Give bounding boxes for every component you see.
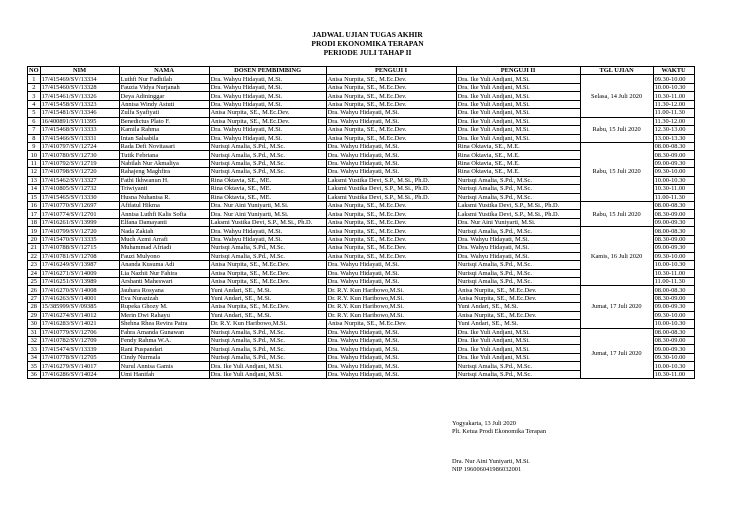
row-nim: 17/410780/SV/12730	[40, 151, 119, 159]
signature-place-date: Yogyakarta, 13 Juli 2020	[452, 420, 516, 427]
row-penguji-1: Laksmi Yustika Devi, S.P., M.Si., Ph.D.	[326, 193, 456, 201]
row-waktu: 08.30-09.00	[653, 210, 694, 218]
signature-name: Dra. Nur Aini Yuniyarti, M.Si.	[452, 458, 530, 465]
signature-block	[452, 420, 546, 474]
row-waktu: 11.30-12.00	[653, 100, 694, 108]
row-penguji-2: Dra. Wahyu Hidayati, M.Si.	[456, 235, 580, 243]
row-nim: 17/416270/SV/14008	[40, 286, 119, 294]
row-waktu: 09.00-09.30	[653, 303, 694, 311]
row-nim: 17/410797/SV/12724	[40, 142, 119, 150]
exam-date-cell: Kamis, 16 Juli 2020	[580, 227, 653, 286]
row-dosen-pembimbing: Yuni Andari, SE., M.Si.	[209, 294, 326, 302]
row-dosen-pembimbing: Nurisqi Amalia, S.Pd., M.Sc.	[209, 159, 326, 167]
row-no: 30	[28, 320, 41, 328]
row-penguji-1: Dr. R.Y. Kun Haribowo,M.Si.	[326, 311, 456, 319]
row-waktu: 11.00-11.30	[653, 109, 694, 117]
exam-date-cell: Rabu, 15 Juli 2020	[580, 117, 653, 142]
row-penguji-1: Anisa Nurpita, SE., M.Ec.Dev.	[326, 202, 456, 210]
row-waktu: 10.30-11.00	[653, 92, 694, 100]
row-no: 36	[28, 370, 41, 378]
row-penguji-1: Dra. Wahyu Hidayati, M.Si.	[326, 269, 456, 277]
row-penguji-1: Dra. Wahyu Hidayati, M.Si.	[326, 328, 456, 336]
row-no: 25	[28, 277, 41, 285]
row-nama: Fathi Ikhwanun H.	[119, 176, 209, 184]
row-penguji-1: Anisa Nurpita, SE., M.Ec.Dev.	[326, 100, 456, 108]
table-row	[28, 227, 695, 235]
row-no: 20	[28, 235, 41, 243]
row-penguji-2: Dra. Ike Yuli Andjani, M.Si.	[456, 100, 580, 108]
row-dosen-pembimbing: Dra. Ike Yuli Andjani, M.Si.	[209, 370, 326, 378]
row-waktu: 08.00-08.30	[653, 227, 694, 235]
row-no: 14	[28, 185, 41, 193]
row-nim: 17/410781/SV/12708	[40, 252, 119, 260]
exam-date-cell: Rabu, 15 Juli 2020	[580, 142, 653, 201]
table-row	[28, 117, 695, 125]
row-no: 24	[28, 269, 41, 277]
row-waktu: 10.30-11.00	[653, 370, 694, 378]
row-nim: 17/416251/SV/13989	[40, 277, 119, 285]
row-no: 2	[28, 83, 41, 91]
exam-schedule-table	[27, 66, 695, 379]
row-dosen-pembimbing: Dra. Ike Yuli Andjani, M.Si.	[209, 362, 326, 370]
header-nama: NAMA	[119, 67, 209, 75]
row-dosen-pembimbing: Anisa Nurpita, SE., M.Ec.Dev.	[209, 261, 326, 269]
row-no: 7	[28, 126, 41, 134]
row-nim: 16/400891/SV/11395	[40, 117, 119, 125]
row-dosen-pembimbing: Dra. Wahyu Hidayati, M.Si.	[209, 83, 326, 91]
row-no: 15	[28, 193, 41, 201]
row-dosen-pembimbing: Nurisqi Amalia, S.Pd., M.Sc.	[209, 142, 326, 150]
row-penguji-2: Nurisqi Amalia, S.Pd., M.Sc.	[456, 261, 580, 269]
exam-date-cell: Selasa, 14 Juli 2020	[580, 75, 653, 117]
row-nama: Merin Dwi Rahayu	[119, 311, 209, 319]
row-waktu: 10.00-10.30	[653, 261, 694, 269]
row-nama: Deya Adininggar	[119, 92, 209, 100]
row-no: 21	[28, 244, 41, 252]
row-nama: Arshanti Maheswari	[119, 277, 209, 285]
row-no: 29	[28, 311, 41, 319]
row-penguji-2: Yuni Andari, SE., M.Si.	[456, 320, 580, 328]
row-waktu: 10.00-10.30	[653, 83, 694, 91]
row-no: 4	[28, 100, 41, 108]
row-nama: Fendy Rahma W.A.	[119, 337, 209, 345]
row-no: 26	[28, 286, 41, 294]
row-nama: Benedictus Plato F.	[119, 117, 209, 125]
row-nama: Elfana Damayanti	[119, 218, 209, 226]
row-waktu: 08.00-08.30	[653, 202, 694, 210]
row-nama: Much Azmi Arrafi	[119, 235, 209, 243]
row-nim: 17/416261/SV/13999	[40, 218, 119, 226]
table-row	[28, 75, 695, 83]
row-nama: Rani Puspandari	[119, 345, 209, 353]
row-no: 11	[28, 159, 41, 167]
row-nama: Annisa Luthfi Kalis Sofia	[119, 210, 209, 218]
row-nim: 17/415474/SV/13339	[40, 345, 119, 353]
row-waktu: 08.30-09.00	[653, 151, 694, 159]
document-title	[0, 30, 735, 57]
row-no: 27	[28, 294, 41, 302]
row-penguji-1: Anisa Nurpita, SE., M.Ec.Dev.	[326, 134, 456, 142]
row-dosen-pembimbing: Nurisqi Amalia, S.Pd., M.Sc.	[209, 244, 326, 252]
row-waktu: 09.30-10.00	[653, 75, 694, 83]
row-dosen-pembimbing: Nurisqi Amalia, S.Pd., M.Sc.	[209, 345, 326, 353]
header-penguji-1: PENGUJI I	[326, 67, 456, 75]
row-dosen-pembimbing: Nurisqi Amalia, S.Pd., M.Sc.	[209, 151, 326, 159]
row-no: 1	[28, 75, 41, 83]
row-nim: 17/416263/SV/14001	[40, 294, 119, 302]
row-penguji-1: Anisa Nurpita, SE., M.Ec.Dev.	[326, 244, 456, 252]
row-nama: Rupeka Ghozy M.	[119, 303, 209, 311]
row-no: 19	[28, 227, 41, 235]
row-no: 34	[28, 353, 41, 361]
row-dosen-pembimbing: Rina Oktavia, SE., ME.	[209, 193, 326, 201]
row-penguji-2: Laksmi Yustika Devi, S.P., M.Si., Ph.D.	[456, 210, 580, 218]
table-header-row	[28, 67, 695, 75]
row-no: 22	[28, 252, 41, 260]
row-dosen-pembimbing: Dra. Wahyu Hidayati, M.Si.	[209, 75, 326, 83]
row-penguji-2: Dra. Ike Yuli Andjani, M.Si.	[456, 353, 580, 361]
row-waktu: 08.00-08.30	[653, 286, 694, 294]
row-nama: Shehna Rhea Revira Patra	[119, 320, 209, 328]
row-nim: 17/415469/SV/13334	[40, 75, 119, 83]
row-penguji-1: Dra. Wahyu Hidayati, M.Si.	[326, 261, 456, 269]
row-nama: Jauhara Rosyana	[119, 286, 209, 294]
row-waktu: 08.00-08.30	[653, 328, 694, 336]
title-line-3: PERIODE JULI TAHAP II	[323, 48, 412, 57]
row-penguji-2: Dra. Wahyu Hidayati, M.Si.	[456, 244, 580, 252]
row-dosen-pembimbing: Dra. Nur Aini Yuniyarti, M.Si.	[209, 202, 326, 210]
row-waktu: 10.30-11.00	[653, 185, 694, 193]
signature-role: Plt. Ketua Prodi Ekonomika Terapan	[452, 428, 547, 435]
row-no: 9	[28, 142, 41, 150]
exam-date-cell: Rabu, 15 Juli 2020	[580, 202, 653, 227]
row-penguji-1: Dr. R.Y. Kun Haribowo,M.Si.	[326, 294, 456, 302]
row-dosen-pembimbing: Yuni Andari, SE., M.Si.	[209, 286, 326, 294]
table-row	[28, 142, 695, 150]
row-waktu: 09.30-10.00	[653, 168, 694, 176]
row-dosen-pembimbing: Dra. Wahyu Hidayati, M.Si.	[209, 92, 326, 100]
table-row	[28, 328, 695, 336]
row-nim: 15/385999/SV/09385	[40, 303, 119, 311]
row-penguji-1: Anisa Nurpita, SE., M.Ec.Dev.	[326, 235, 456, 243]
row-penguji-2: Nurisqi Amalia, S.Pd., M.Sc.	[456, 227, 580, 235]
row-nim: 17/415465/SV/13330	[40, 193, 119, 201]
row-nama: Lia Nazhii Nur Fahira	[119, 269, 209, 277]
row-penguji-2: Anisa Nurpita, SE., M.Ec.Dev.	[456, 294, 580, 302]
row-nim: 17/416279/SV/14017	[40, 362, 119, 370]
row-waktu: 09.30-10.00	[653, 311, 694, 319]
header-penguji-2: PENGUJI II	[456, 67, 580, 75]
row-penguji-1: Laksmi Yustika Devi, S.P., M.Si., Ph.D.	[326, 176, 456, 184]
row-no: 5	[28, 109, 41, 117]
row-nama: Fahra Amanda Gunawan	[119, 328, 209, 336]
row-nama: Muhammad Afriadi	[119, 244, 209, 252]
row-waktu: 09.30-10.00	[653, 353, 694, 361]
row-no: 12	[28, 168, 41, 176]
row-penguji-1: Anisa Nurpita, SE., M.Ec.Dev.	[326, 252, 456, 260]
row-penguji-2: Dra. Ike Yuli Andjani, M.Si.	[456, 126, 580, 134]
row-nim: 17/410788/SV/12715	[40, 244, 119, 252]
row-waktu: 08.00-08.30	[653, 142, 694, 150]
row-nim: 17/415458/SV/13323	[40, 100, 119, 108]
row-penguji-1: Dra. Wahyu Hidayati, M.Si.	[326, 117, 456, 125]
row-nama: Husna Nuhanisa R.	[119, 193, 209, 201]
row-waktu: 11.00-11.30	[653, 277, 694, 285]
row-nama: Umi Hanifah	[119, 370, 209, 378]
row-penguji-1: Dr. R.Y. Kun Haribowo,M.Si.	[326, 303, 456, 311]
row-penguji-1: Dra. Wahyu Hidayati, M.Si.	[326, 345, 456, 353]
row-nama: Eva Nurazizah	[119, 294, 209, 302]
row-penguji-1: Dra. Wahyu Hidayati, M.Si.	[326, 159, 456, 167]
row-waktu: 11.00-11.30	[653, 193, 694, 201]
row-nama: Zulfa Syafiyati	[119, 109, 209, 117]
row-waktu: 12.30-13.00	[653, 126, 694, 134]
row-penguji-1: Anisa Nurpita, SE., M.Ec.Dev.	[326, 83, 456, 91]
row-penguji-2: Nurisqi Amalia, S.Pd., M.Sc.	[456, 269, 580, 277]
row-penguji-1: Anisa Nurpita, SE., M.Ec.Dev.	[326, 320, 456, 328]
row-penguji-2: Rina Oktavia, SE., M.E.	[456, 159, 580, 167]
row-waktu: 08.30-09.00	[653, 337, 694, 345]
row-dosen-pembimbing: Anisa Nurpita, SE., M.Ec.Dev.	[209, 109, 326, 117]
row-penguji-1: Dra. Wahyu Hidayati, M.Si.	[326, 142, 456, 150]
row-dosen-pembimbing: Dra. Wahyu Hidayati, M.Si.	[209, 100, 326, 108]
row-waktu: 09.00-09.30	[653, 218, 694, 226]
row-nim: 17/410778/SV/12705	[40, 353, 119, 361]
row-no: 33	[28, 345, 41, 353]
row-penguji-2: Nurisqi Amalia, S.Pd., M.Sc.	[456, 185, 580, 193]
row-nim: 17/415461/SV/13326	[40, 92, 119, 100]
row-penguji-2: Dra. Ike Yuli Andjani, M.Si.	[456, 83, 580, 91]
row-dosen-pembimbing: Dra. Wahyu Hidayati, M.Si.	[209, 235, 326, 243]
row-waktu: 10.00-10.30	[653, 320, 694, 328]
row-no: 28	[28, 303, 41, 311]
row-penguji-2: Anisa Nurpita, SE., M.Ec.Dev.	[456, 286, 580, 294]
row-penguji-2: Anisa Nurpita, SE., M.Ec.Dev.	[456, 311, 580, 319]
row-dosen-pembimbing: Dra. Wahyu Hidayati, M.Si.	[209, 227, 326, 235]
row-nama: Fauzi Mulyono	[119, 252, 209, 260]
exam-date-cell: Jumat, 17 Juli 2020	[580, 328, 653, 379]
row-nama: Ananda Kusuma Adi	[119, 261, 209, 269]
row-penguji-2: Nurisqi Amalia, S.Pd., M.Sc.	[456, 370, 580, 378]
row-dosen-pembimbing: Rina Oktavia, SE., ME.	[209, 176, 326, 184]
row-penguji-1: Dra. Wahyu Hidayati, M.Si.	[326, 370, 456, 378]
row-penguji-2: Dra. Ike Yuli Andjani, M.Si.	[456, 134, 580, 142]
row-no: 8	[28, 134, 41, 142]
row-nim: 17/415470/SV/13335	[40, 235, 119, 243]
row-nama: Nabilah Nur Akmaliya	[119, 159, 209, 167]
row-nim: 17/410799/SV/12720	[40, 227, 119, 235]
row-nama: Triwiyanti	[119, 185, 209, 193]
row-nama: Annisa Windy Astuti	[119, 100, 209, 108]
row-penguji-1: Laksmi Yustika Devi, S.P., M.Si., Ph.D.	[326, 185, 456, 193]
row-penguji-2: Rina Oktavia, SE., M.E.	[456, 168, 580, 176]
table-body	[28, 75, 695, 379]
row-dosen-pembimbing: Anisa Nurpita, SE., M.Ec.Dev.	[209, 303, 326, 311]
table-row	[28, 286, 695, 294]
row-no: 16	[28, 202, 41, 210]
row-dosen-pembimbing: Rina Oktavia, SE., ME.	[209, 185, 326, 193]
row-dosen-pembimbing: Nurisqi Amalia, S.Pd., M.Sc.	[209, 168, 326, 176]
signature-space	[452, 436, 546, 458]
row-dosen-pembimbing: Nurisqi Amalia, S.Pd., M.Sc.	[209, 252, 326, 260]
row-no: 6	[28, 117, 41, 125]
row-nim: 17/410798/SV/12720	[40, 168, 119, 176]
row-nim: 17/416271/SV/14009	[40, 269, 119, 277]
row-penguji-2: Yuni Andari, SE., M.Si.	[456, 303, 580, 311]
row-no: 23	[28, 261, 41, 269]
row-penguji-1: Dra. Wahyu Hidayati, M.Si.	[326, 337, 456, 345]
row-penguji-2: Dra. Ike Yuli Andjani, M.Si.	[456, 345, 580, 353]
row-penguji-1: Dra. Wahyu Hidayati, M.Si.	[326, 109, 456, 117]
row-penguji-1: Dra. Wahyu Hidayati, M.Si.	[326, 362, 456, 370]
exam-date-cell: Jumat, 17 Juli 2020	[580, 286, 653, 328]
row-penguji-1: Anisa Nurpita, SE., M.Ec.Dev.	[326, 227, 456, 235]
row-nim: 17/416274/SV/14012	[40, 311, 119, 319]
row-no: 10	[28, 151, 41, 159]
row-penguji-2: Nurisqi Amalia, S.Pd., M.Sc.	[456, 193, 580, 201]
row-nim: 17/410782/SV/12709	[40, 337, 119, 345]
row-waktu: 11.30-12.00	[653, 117, 694, 125]
row-nama: Luthfi Nur Fadhilah	[119, 75, 209, 83]
row-dosen-pembimbing: Dra. Wahyu Hidayati, M.Si.	[209, 134, 326, 142]
row-nim: 17/410805/SV/12732	[40, 185, 119, 193]
row-penguji-2: Rina Oktavia, SE., M.E.	[456, 142, 580, 150]
row-penguji-1: Anisa Nurpita, SE., M.Ec.Dev.	[326, 92, 456, 100]
row-waktu: 08.30-09.00	[653, 235, 694, 243]
row-nim: 17/415462/SV/13327	[40, 176, 119, 184]
row-penguji-2: Dra. Ike Yuli Andjani, M.Si.	[456, 109, 580, 117]
row-nim: 17/416249/SV/13987	[40, 261, 119, 269]
row-penguji-2: Rina Oktavia, SE., M.E.	[456, 151, 580, 159]
row-dosen-pembimbing: Laksmi Yustika Devi, S.P., M.Si., Ph.D.	[209, 218, 326, 226]
row-penguji-2: Dra. Ike Yuli Andjani, M.Si.	[456, 117, 580, 125]
row-waktu: 09.30-10.00	[653, 252, 694, 260]
row-dosen-pembimbing: Dr. R.Y. Kun Haribowo,M.Si.	[209, 320, 326, 328]
row-no: 35	[28, 362, 41, 370]
row-nim: 17/416286/SV/14024	[40, 370, 119, 378]
row-no: 32	[28, 337, 41, 345]
row-dosen-pembimbing: Dra. Wahyu Hidayati, M.Si.	[209, 126, 326, 134]
row-dosen-pembimbing: Nurisqi Amalia, S.Pd., M.Sc.	[209, 353, 326, 361]
header-nim: NIM	[40, 67, 119, 75]
row-dosen-pembimbing: Anisa Nurpita, SE., M.Ec.Dev.	[209, 277, 326, 285]
row-penguji-2: Laksmi Yustika Devi, S.P., M.Si., Ph.D.	[456, 202, 580, 210]
row-penguji-1: Dra. Wahyu Hidayati, M.Si.	[326, 277, 456, 285]
row-waktu: 09.00-09.30	[653, 244, 694, 252]
row-waktu: 10.00-10.30	[653, 362, 694, 370]
row-nama: Cindy Nurmala	[119, 353, 209, 361]
row-nama: Afifatul Hikma	[119, 202, 209, 210]
title-line-2: PRODI EKONOMIKA TERAPAN	[311, 39, 424, 48]
row-no: 17	[28, 210, 41, 218]
header-no: NO	[29, 67, 39, 75]
row-waktu: 09.00-09.30	[653, 159, 694, 167]
row-no: 31	[28, 328, 41, 336]
row-no: 3	[28, 92, 41, 100]
row-dosen-pembimbing: Anisa Nurpita, SE., M.Ec.Dev.	[209, 269, 326, 277]
header-tgl-ujian: TGL UJIAN	[580, 67, 653, 75]
row-penguji-1: Dr. R.Y. Kun Haribowo,M.Si.	[326, 286, 456, 294]
row-nama: Rahajeng Maghfira	[119, 168, 209, 176]
row-penguji-2: Nurisqi Amalia, S.Pd., M.Sc.	[456, 176, 580, 184]
title-line-1: JADWAL UJIAN TUGAS AKHIR	[312, 30, 423, 39]
row-waktu: 13.00-13.30	[653, 134, 694, 142]
row-nim: 17/415460/SV/13328	[40, 83, 119, 91]
row-nim: 17/416283/SV/14021	[40, 320, 119, 328]
row-dosen-pembimbing: Yuni Andari, SE., M.Si.	[209, 311, 326, 319]
header-waktu: WAKTU	[653, 67, 694, 75]
row-penguji-1: Dra. Wahyu Hidayati, M.Si.	[326, 353, 456, 361]
row-nim: 17/410770/SV/12697	[40, 202, 119, 210]
row-nim: 17/415481/SV/13346	[40, 109, 119, 117]
row-nim: 17/410774/SV/12701	[40, 210, 119, 218]
row-dosen-pembimbing: Dra. Nur Aini Yuniyarti, M.Si.	[209, 210, 326, 218]
row-waktu: 10.30-11.00	[653, 269, 694, 277]
row-nim: 17/415468/SV/13333	[40, 126, 119, 134]
row-dosen-pembimbing: Anisa Nurpita, SE., M.Ec.Dev.	[209, 117, 326, 125]
row-nim: 17/410779/SV/12706	[40, 328, 119, 336]
row-nim: 17/410792/SV/12719	[40, 159, 119, 167]
row-penguji-2: Dra. Wahyu Hidayati, M.Si.	[456, 252, 580, 260]
row-nama: Kamila Rahma	[119, 126, 209, 134]
row-dosen-pembimbing: Nurisqi Amalia, S.Pd., M.Sc.	[209, 337, 326, 345]
row-penguji-2: Dra. Ike Yuli Andjani, M.Si.	[456, 75, 580, 83]
row-waktu: 08.30-09.00	[653, 294, 694, 302]
row-penguji-1: Anisa Nurpita, SE., M.Ec.Dev.	[326, 210, 456, 218]
header-dosen-pembimbing: DOSEN PEMBIMBING	[209, 67, 326, 75]
row-waktu: 09.00-09.30	[653, 345, 694, 353]
row-penguji-1: Anisa Nurpita, SE., M.Ec.Dev.	[326, 218, 456, 226]
row-no: 13	[28, 176, 41, 184]
row-nama: Intan Salsabila	[119, 134, 209, 142]
table-row	[28, 202, 695, 210]
signature-nip: NIP 196006041986032001	[452, 466, 522, 473]
row-penguji-2: Nurisqi Amalia, S.Pd., M.Sc.	[456, 362, 580, 370]
row-penguji-2: Nurisqi Amalia, S.Pd., M.Sc.	[456, 277, 580, 285]
row-penguji-1: Anisa Nurpita, SE., M.Ec.Dev.	[326, 126, 456, 134]
row-dosen-pembimbing: Nurisqi Amalia, S.Pd., M.Sc.	[209, 328, 326, 336]
row-penguji-1: Dra. Wahyu Hidayati, M.Si.	[326, 151, 456, 159]
row-waktu: 10.00-10.30	[653, 176, 694, 184]
row-penguji-2: Dra. Ike Yuli Andjani, M.Si.	[456, 328, 580, 336]
row-penguji-2: Dra. Ike Yuli Andjani, M.Si.	[456, 337, 580, 345]
row-penguji-1: Anisa Nurpita, SE., M.Ec.Dev.	[326, 75, 456, 83]
row-nama: Nurul Annisa Gamis	[119, 362, 209, 370]
row-no: 18	[28, 218, 41, 226]
row-penguji-2: Dra. Nur Aini Yuniyarti, M.Si.	[456, 218, 580, 226]
row-nim: 17/415466/SV/13331	[40, 134, 119, 142]
row-penguji-2: Dra. Ike Yuli Andjani, M.Si.	[456, 92, 580, 100]
row-nama: Nada Zakiah	[119, 227, 209, 235]
row-nama: Rada Defi Novitasari	[119, 142, 209, 150]
row-penguji-1: Dra. Wahyu Hidayati, M.Si.	[326, 168, 456, 176]
row-nama: Tutik Febriana	[119, 151, 209, 159]
row-nama: Fauzia Vidya Nurjanah	[119, 83, 209, 91]
